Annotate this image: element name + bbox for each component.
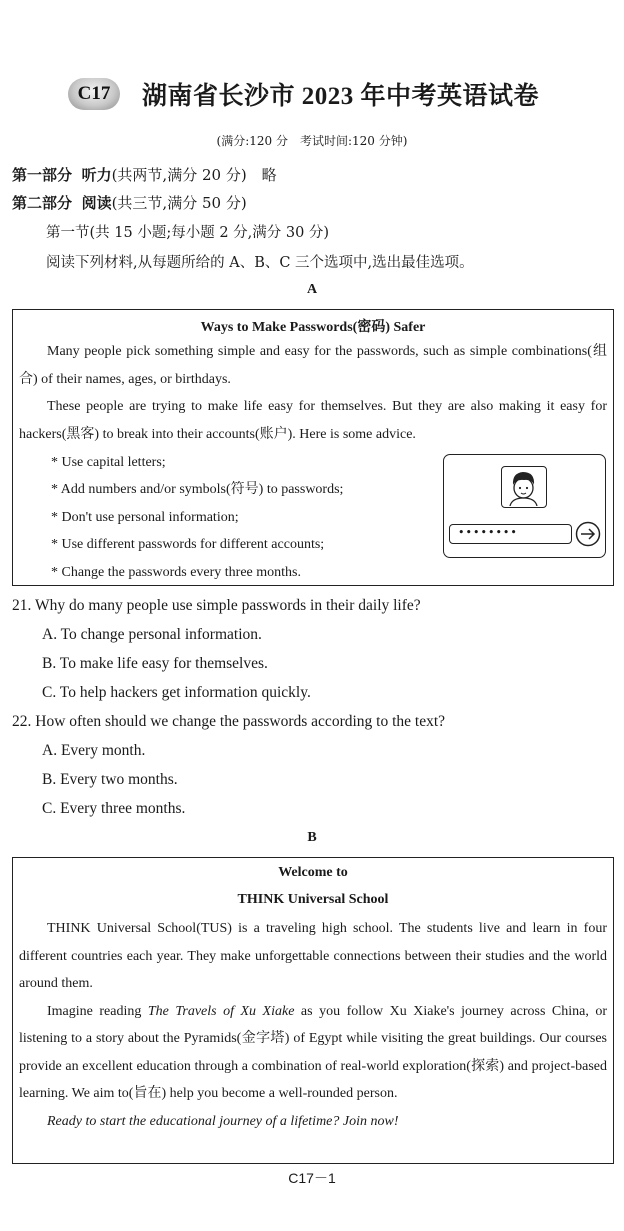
question-21-option-b: B. To make life easy for themselves. — [42, 655, 268, 672]
page-number: C17－1 — [288, 1170, 336, 1186]
part-two — [12, 192, 247, 213]
passage-a-para-1: Many people pick something simple and easy for the passwords, such as simple combinations(组合) of their names, ages, or birthdays. — [19, 344, 607, 387]
section-one-heading: 第一节(共 15 小题;每小题 2 分,满分 30 分) — [46, 225, 330, 241]
question-22: 22. How often should we change the passwords according to the text? — [12, 713, 446, 730]
passage-b-para-1: THINK Universal School(TUS) is a traveling high school. The students live and learn in four different countries each year. They make unforgettable connections between their studies and the world around them. — [19, 921, 607, 991]
part-two-label: 第二部分 — [12, 194, 73, 212]
passage-a-box — [12, 309, 614, 586]
tip-item: * Add numbers and/or symbols(符号) to passwords; — [51, 482, 344, 497]
passage-b-box — [12, 857, 614, 1164]
part-two-name: 阅读 — [81, 194, 112, 212]
question-22-option-c: C. Every three months. — [42, 800, 186, 817]
passage-b-title-2: THINK Universal School — [237, 892, 389, 907]
passage-a-para-2: These people are trying to make life easy for themselves. But they are also making it easy for hackers(黑客) to break into their accounts(账户). Here is some advice. — [19, 399, 607, 442]
passage-b-closing: Ready to start the educational journey of a lifetime? Join now! — [47, 1113, 399, 1129]
exam-subtitle: (满分:120 分 考试时间:120 分钟) — [216, 134, 408, 148]
login-illustration — [443, 454, 606, 558]
question-22-option-b: B. Every two months. — [42, 771, 178, 788]
passage-b-para-2-end: as you follow Xu Xiake's journey across China, or listening to a story about the Pyramids(金字塔) of Egypt while visiting the great buildings. Our courses provide an excellent education through a combination of real-world exploration(探索) and project-based learning. We aim to(旨在) help you become a well-rounded person. — [19, 1003, 607, 1101]
question-21-option-a: A. To change personal information. — [42, 626, 262, 643]
passage-b-body — [19, 915, 607, 1135]
passage-a-body — [19, 338, 607, 448]
exam-code-badge: C17 — [68, 78, 120, 110]
book-title: The Travels of Xu Xiake — [147, 1003, 295, 1019]
tip-item: * Use capital letters; — [51, 455, 166, 470]
passage-b-para-2 — [19, 998, 607, 1108]
avatar-frame — [501, 466, 547, 508]
part-two-detail: (共三节,满分 50 分) — [111, 194, 247, 212]
passage-b-para-2-start: Imagine reading — [47, 1003, 148, 1019]
arrow-right-icon — [575, 521, 601, 547]
tip-item: * Don't use personal information; — [51, 510, 239, 525]
tip-item: * Use different passwords for different accounts; — [51, 537, 325, 552]
part-one-label: 第一部分 — [12, 166, 73, 184]
passage-a-letter: A — [306, 282, 318, 297]
question-21-option-c: C. To help hackers get information quickly. — [42, 684, 311, 701]
part-one — [12, 164, 277, 185]
passage-b-title-1: Welcome to — [278, 865, 348, 880]
password-field: •••••••• — [449, 524, 572, 544]
user-avatar-icon — [502, 467, 545, 506]
exam-title: 湖南省长沙市 2023 年中考英语试卷 — [142, 83, 540, 110]
question-22-option-a: A. Every month. — [42, 742, 146, 759]
exam-header — [0, 72, 624, 118]
reading-instruction: 阅读下列材料,从每题所给的 A、B、C 三个选项中,选出最佳选项。 — [46, 255, 474, 271]
passage-a-title: Ways to Make Passwords(密码) Safer — [200, 320, 426, 335]
question-21: 21. Why do many people use simple passwords in their daily life? — [12, 597, 421, 614]
part-one-detail: (共两节,满分 20 分) 略 — [111, 166, 277, 184]
tip-item: * Change the passwords every three months. — [51, 565, 301, 580]
passage-b-letter: B — [307, 830, 317, 845]
part-one-name: 听力 — [81, 166, 112, 184]
